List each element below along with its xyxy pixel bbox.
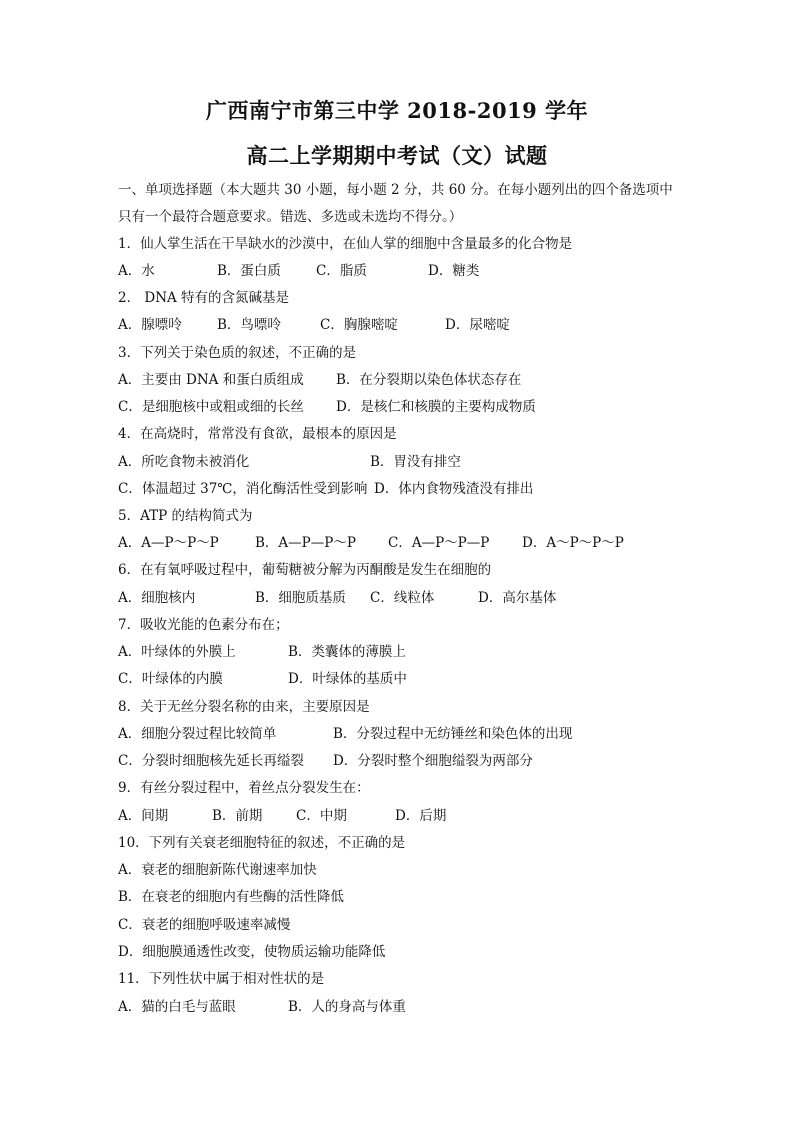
question-7-option-a: A．叶绿体的外膜上 <box>118 644 236 660</box>
question-7-option-b: B．类囊体的薄膜上 <box>288 644 406 660</box>
question-5-option-c: C．A—P～P—P <box>388 535 490 551</box>
question-10-stem: 10．下列有关衰老细胞特征的叙述，不正确的是 <box>118 835 406 851</box>
question-7-option-c: C．叶绿体的内膜 <box>118 671 223 687</box>
question-10-option-c: C．衰老的细胞呼吸速率减慢 <box>118 917 291 933</box>
section-instructions-line1: 一、单项选择题（本大题共 30 小题，每小题 2 分，共 60 分。在每小题列出的四个备选项中 <box>118 182 673 198</box>
question-9-stem: 9．有丝分裂过程中，着丝点分裂发生在： <box>118 780 370 796</box>
question-3-stem: 3．下列关于染色质的叙述，不正确的是 <box>118 345 357 361</box>
question-3-option-c: C．是细胞核中或粗或细的长丝 <box>118 399 304 415</box>
question-5-stem: 5．ATP 的结构简式为 <box>118 508 253 524</box>
exam-subtitle: 高二上学期期中考试（文）试题 <box>246 143 548 168</box>
question-3-option-b: B．在分裂期以染色体状态存在 <box>336 372 522 388</box>
question-11-stem: 11．下列性状中属于相对性状的是 <box>118 971 325 987</box>
question-6-option-c: C．线粒体 <box>370 590 435 606</box>
question-9-option-c: C．中期 <box>296 808 347 824</box>
question-6-stem: 6．在有氧呼吸过程中，葡萄糖被分解为丙酮酸是发生在细胞的 <box>118 562 492 578</box>
question-7-stem: 7．吸收光能的色素分布在； <box>118 617 289 633</box>
question-4-option-b: B．胃没有排空 <box>370 454 461 470</box>
question-2-stem: 2． DNA 特有的含氮碱基是 <box>118 290 290 306</box>
question-2-option-b: B．鸟嘌呤 <box>217 317 281 333</box>
question-4-option-d: D．体内食物残渣没有排出 <box>374 481 534 497</box>
question-4-option-c: C．体温超过 37℃，消化酶活性受到影响 <box>118 481 368 497</box>
question-8-option-a: A．细胞分裂过程比较简单 <box>118 726 277 742</box>
question-5-option-b: B．A—P—P～P <box>255 535 356 551</box>
question-2-option-c: C．胸腺嘧啶 <box>320 317 398 333</box>
question-6-option-d: D．高尔基体 <box>478 590 557 606</box>
question-1-stem: 1．仙人掌生活在干旱缺水的沙漠中，在仙人掌的细胞中含量最多的化合物是 <box>118 236 573 252</box>
question-9-option-d: D．后期 <box>395 808 447 824</box>
exam-title: 广西南宁市第三中学 2018-2019 学年 <box>205 98 589 123</box>
question-8-option-d: D．分裂时整个细胞缢裂为两部分 <box>333 753 533 769</box>
question-1-option-d: D．糖类 <box>428 263 480 279</box>
question-5-option-d: D．A～P～P～P <box>522 535 624 551</box>
question-1-option-c: C．脂质 <box>316 263 367 279</box>
question-9-option-a: A．间期 <box>118 808 169 824</box>
question-3-option-d: D．是核仁和核膜的主要构成物质 <box>336 399 536 415</box>
question-8-stem: 8．关于无丝分裂名称的由来，主要原因是 <box>118 699 370 715</box>
question-4-option-a: A．所吃食物未被消化 <box>118 454 250 470</box>
question-7-option-d: D．叶绿体的基质中 <box>288 671 407 687</box>
question-10-option-b: B．在衰老的细胞内有些酶的活性降低 <box>118 889 344 905</box>
question-2-option-a: A．腺嘌呤 <box>118 317 182 333</box>
question-1-option-a: A．水 <box>118 263 155 279</box>
question-8-option-c: C．分裂时细胞核先延长再缢裂 <box>118 753 304 769</box>
question-8-option-b: B．分裂过程中无纺锤丝和染色体的出现 <box>333 726 573 742</box>
question-1-option-b: B．蛋白质 <box>217 263 281 279</box>
question-10-option-d: D．细胞膜通透性改变，使物质运输功能降低 <box>118 944 386 960</box>
question-11-option-b: B．人的身高与体重 <box>288 999 406 1015</box>
question-11-option-a: A．猫的白毛与蓝眼 <box>118 999 236 1015</box>
question-6-option-a: A．细胞核内 <box>118 590 196 606</box>
question-2-option-d: D．尿嘧啶 <box>445 317 510 333</box>
question-9-option-b: B．前期 <box>212 808 263 824</box>
question-5-option-a: A．A—P～P～P <box>118 535 219 551</box>
question-3-option-a: A．主要由 DNA 和蛋白质组成 <box>118 372 304 388</box>
question-6-option-b: B．细胞质基质 <box>255 590 346 606</box>
question-4-stem: 4．在高烧时，常常没有食欲，最根本的原因是 <box>118 426 397 442</box>
section-instructions-line2: 只有一个最符合题意要求。错选、多选或未选均不得分。） <box>118 209 463 225</box>
question-10-option-a: A．衰老的细胞新陈代谢速率加快 <box>118 862 317 878</box>
